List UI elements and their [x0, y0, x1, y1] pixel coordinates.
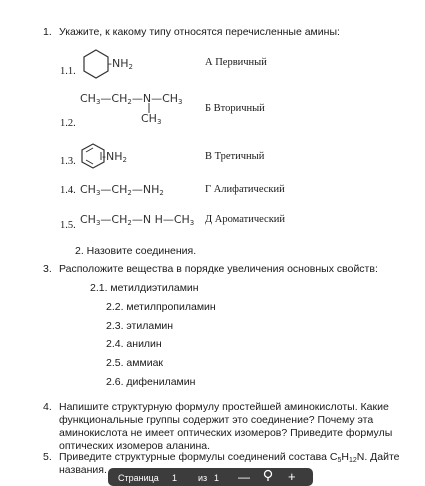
- item-1-4-label: 1.4.: [60, 185, 76, 196]
- item-1-5-formula: $CH_3—CH_2—N$ $H—CH_3$: [80, 213, 195, 227]
- q3-item: 2.5. аммиак: [106, 357, 164, 369]
- type-primary: А Первичный: [205, 57, 267, 68]
- q1-number: 1.: [43, 26, 52, 38]
- q1-text: Укажите, к какому типу относятся перечисленные амины:: [59, 26, 340, 38]
- item-1-2-methyl: $CH_3$: [141, 112, 162, 126]
- page-current-input[interactable]: 1: [172, 473, 178, 483]
- q4-number: 4.: [43, 401, 52, 413]
- item-1-3-label: 1.3.: [60, 156, 76, 167]
- q3-item: 2.1. метилдиэтиламин: [90, 282, 199, 294]
- q3-text: Расположите вещества в порядке увеличения основных свойств:: [59, 263, 378, 275]
- page-label: Страница: [118, 473, 159, 483]
- page-total: 1: [214, 473, 220, 483]
- type-aromatic: Д Ароматический: [205, 214, 286, 225]
- type-tertiary: В Третичный: [205, 151, 265, 162]
- zoom-out-button[interactable]: —: [238, 470, 250, 484]
- q3-item: 2.6. дифениламин: [106, 376, 196, 388]
- zoom-in-button[interactable]: +: [288, 469, 296, 484]
- item-1-3-formula: $-NH_2$: [102, 150, 127, 164]
- viewer-toolbar: [108, 468, 313, 486]
- q3-item: 2.3. этиламин: [106, 320, 174, 332]
- item-1-1-label: 1.1.: [60, 66, 76, 77]
- q4-text: Напишите структурную формулу простейшей аминокислоты. Какие функциональные группы содержит это соединение? Почему эта аминокислота не имеет оптических изомеров? Приведите формулы оптических изомеров аланина.: [59, 401, 393, 452]
- q5-text: Приведите структурные формулы соединений состава $C_5H_{12}N$. Дайте названия.: [59, 451, 400, 476]
- type-aliphatic: Г Алифатический: [205, 184, 285, 195]
- item-1-1-formula: $-NH_2$: [108, 57, 133, 71]
- q2-text: 2. Назовите соединения.: [75, 245, 197, 257]
- item-1-5-label: 1.5.: [60, 220, 76, 231]
- q3-item: 2.2. метилпропиламин: [106, 301, 216, 313]
- zoom-fit-icon[interactable]: [263, 469, 273, 483]
- item-1-4-formula: $CH_3—CH_2—NH_2$: [80, 183, 164, 197]
- q3-number: 3.: [43, 263, 52, 275]
- q5-number: 5.: [43, 451, 52, 463]
- item-1-2-label: 1.2.: [60, 118, 76, 129]
- type-secondary: Б Вторичный: [205, 103, 265, 114]
- page-sep: из: [198, 473, 208, 483]
- item-1-2-formula: $CH_3—CH_2—N—CH_3$: [80, 92, 183, 106]
- q3-item: 2.4. анилин: [106, 338, 162, 350]
